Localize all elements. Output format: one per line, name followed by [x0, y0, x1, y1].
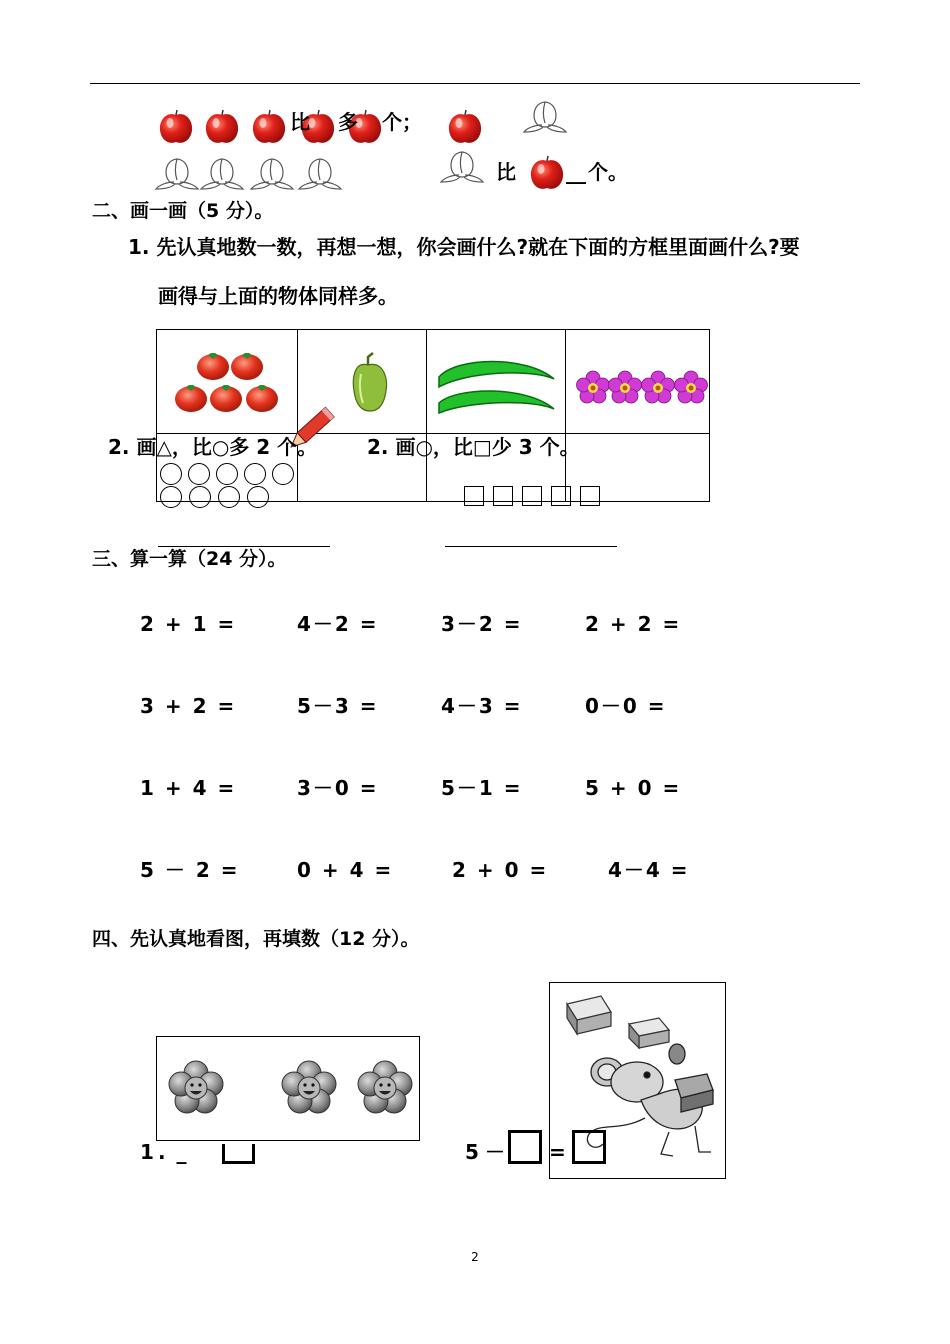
circle-shape	[244, 463, 266, 485]
peach-icon	[156, 159, 198, 189]
equation-right-number: 5	[465, 1140, 481, 1164]
circle-shape	[189, 486, 211, 508]
circle-shape	[160, 463, 182, 485]
equation: 2 + 0 =	[452, 858, 549, 882]
compare-text-bi: 比	[290, 110, 310, 134]
compare-text-ge-2: 个。	[588, 160, 628, 184]
apple-icon	[206, 110, 238, 143]
pepper-icon	[353, 353, 386, 411]
compare-text-ge: 个；	[382, 110, 422, 134]
answer-line-triangles[interactable]	[158, 546, 330, 547]
square-shape	[580, 486, 600, 506]
equation: 5 + 0 =	[585, 776, 682, 800]
equation: 3－2 =	[441, 612, 523, 636]
square-shape	[551, 486, 571, 506]
equation-left-number: 1	[140, 1140, 156, 1164]
circle-shape	[218, 486, 240, 508]
peach-icon	[251, 159, 293, 189]
answer-box[interactable]	[222, 1144, 255, 1164]
answer-line-circles[interactable]	[445, 546, 617, 547]
circle-shape	[216, 463, 238, 485]
equation: 0 + 4 =	[297, 858, 394, 882]
equation: 4－3 =	[441, 694, 523, 718]
equation: 4－2 =	[297, 612, 379, 636]
answer-box[interactable]	[508, 1130, 542, 1164]
tomato-icon	[175, 353, 278, 412]
question1-line1: 1. 先认真地数一数，再想一想，你会画什么?就在下面的方框里面画什么?要	[128, 235, 800, 259]
apple-icon	[253, 110, 285, 143]
page-number: 2	[471, 1250, 479, 1264]
gray-flower-icon	[169, 1061, 223, 1113]
equation: 3－0 =	[297, 776, 379, 800]
section2-heading: 二、画一画（5 分）。	[92, 200, 274, 222]
mouse-icon	[587, 1044, 713, 1156]
section1-illustrations	[0, 95, 950, 195]
equation: 2 + 1 =	[140, 612, 237, 636]
equation: 5－3 =	[297, 694, 379, 718]
cheese-icon	[629, 1018, 669, 1048]
cheese-icon	[567, 996, 611, 1034]
equation: 1 + 4 =	[140, 776, 237, 800]
circle-shape	[247, 486, 269, 508]
peach-icon	[201, 159, 243, 189]
equation-right-operator: －	[485, 1140, 507, 1164]
gray-flower-icon	[282, 1061, 336, 1113]
equation: 5－1 =	[441, 776, 523, 800]
equation: 0－0 =	[585, 694, 667, 718]
apple-icon	[160, 110, 192, 143]
section4-heading: 四、先认真地看图，再填数（12 分）。	[92, 928, 420, 950]
peach-icon	[441, 152, 483, 182]
equation: 2 + 2 =	[585, 612, 682, 636]
cucumber-icon	[439, 362, 554, 414]
question2-triangle: 2. 画△，比○多 2 个。	[108, 435, 318, 459]
square-shape	[464, 486, 484, 506]
blank-line[interactable]: __	[566, 160, 586, 184]
square-shape	[522, 486, 542, 506]
flower-icon	[577, 371, 708, 403]
compare-text-duo: 多	[338, 110, 358, 134]
compare-text-bi-2: 比	[496, 160, 516, 184]
equation: 4－4 =	[608, 858, 690, 882]
circle-shape	[272, 463, 294, 485]
answer-box[interactable]	[572, 1130, 606, 1164]
square-shape	[493, 486, 513, 506]
grid-illustrations	[156, 329, 710, 433]
peach-icon	[524, 102, 566, 132]
question1-line2: 画得与上面的物体同样多。	[158, 284, 398, 308]
circle-shape	[160, 486, 182, 508]
equation-right-equals: =	[549, 1140, 568, 1164]
equation: 5 － 2 =	[140, 858, 240, 882]
question2-circle: 2. 画○，比□少 3 个。	[367, 435, 580, 459]
apple-icon	[449, 110, 481, 143]
flower-picture	[156, 1036, 420, 1141]
equation-left-operator: . _	[158, 1140, 189, 1164]
circle-shape	[188, 463, 210, 485]
apple-icon	[531, 156, 563, 189]
gray-flower-icon	[358, 1061, 412, 1113]
equation: 3 + 2 =	[140, 694, 237, 718]
peach-icon	[299, 159, 341, 189]
section3-heading: 三、算一算（24 分）。	[92, 548, 287, 570]
top-rule	[90, 83, 860, 84]
